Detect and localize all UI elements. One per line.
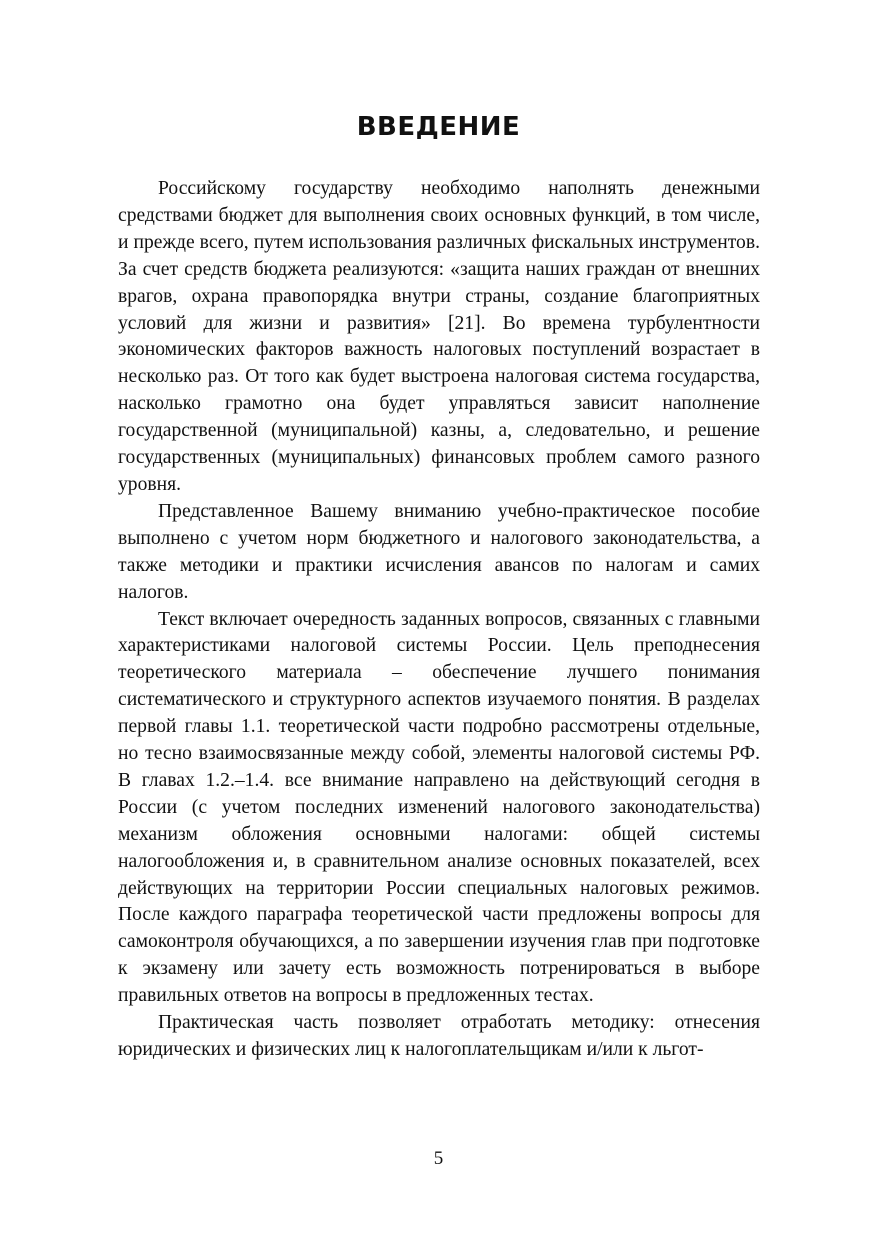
paragraph-2: Представленное Вашему вниманию учебно-практическое пособие выполнено с учетом норм бюджетного и налогового законодательства, а также методики и практики исчисления авансов по налогам и самих налогов. [118, 500, 760, 603]
page-title: ВВЕДЕНИЕ [356, 112, 521, 142]
paragraph-1: Российскому государству необходимо наполнять денежными средствами бюджет для выполнения своих основных функций, в том числе, и прежде всего, путем использования различных фискальных инструментов. За счет средств бюджета реализуются: «защита наших граждан от внешних врагов, охрана правопорядка внутри страны, создание благоприятных условий для жизни и развития» [21]. Во времена турбулентности экономических факторов важность налоговых поступлений возрастает в несколько раз. От того как будет выстроена налоговая система государства, насколько грамотно она будет управляться зависит наполнение государственной (муниципальной) казны, а, следовательно, и решение государственных (муниципальных) финансовых проблем самого разного уровня. [118, 178, 760, 495]
paragraph-3: Текст включает очередность заданных вопросов, связанных с главными характеристиками налоговой системы России. Цель преподнесения теоретического материала – обеспечение лучшего понимания систематического и структурного аспектов изучаемого понятия. В разделах первой главы 1.1. теоретической части подробно рассмотрены отдельные, но тесно взаимосвязанные между собой, элементы налоговой системы РФ. В главах 1.2.–1.4. все внимание направлено на действующий сегодня в России (с учетом последних изменений налогового законодательства) механизм обложения основными налогами: общей системы налогообложения и, в сравнительном анализе основных показателей, всех действующих на территории России специальных налоговых режимов. После каждого параграфа теоретической части предложены вопросы для самоконтроля обучающихся, а по завершении изучения глав при подготовке к экзамену или зачету есть возможность потренироваться в выборе правильных ответов на вопросы в предложенных тестах. [118, 608, 760, 1007]
paragraph-4: Практическая часть позволяет отработать методику: отнесения юридических и физических лиц к налогоплательщикам и/или к льгот- [118, 1012, 760, 1060]
page-number: 5 [433, 1148, 444, 1169]
body-text [118, 176, 760, 1064]
